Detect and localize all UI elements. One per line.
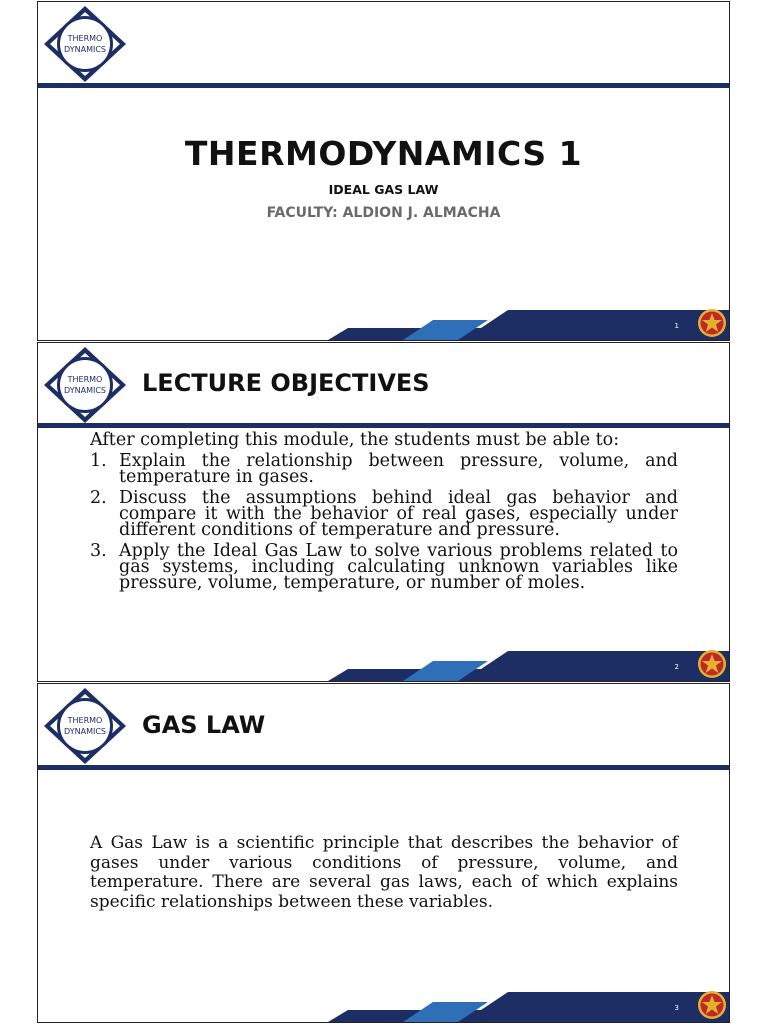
page-number: 1 (674, 322, 679, 330)
list-item (90, 490, 678, 538)
list-number: 2. (90, 488, 107, 508)
gas-law-paragraph: A Gas Law is a scientific principle that describes the behavior of gases under various conditions of pressure, volume, and temperature. There are several gas laws, each of which explains specific relationships between these variables. (90, 833, 678, 912)
thermodynamics-logo (42, 4, 128, 84)
list-item (90, 453, 678, 485)
logo-line2: DYNAMICS (64, 727, 106, 736)
thermodynamics-logo (42, 345, 128, 425)
footer-band (38, 988, 729, 1022)
slide-2 (37, 342, 730, 682)
logo-line2: DYNAMICS (64, 45, 106, 54)
faculty-line: FACULTY: ALDION J. ALMACHA (266, 205, 501, 221)
logo-line2: DYNAMICS (64, 386, 106, 395)
slide-subtitle: IDEAL GAS LAW (328, 182, 439, 197)
slide-title: GAS LAW (142, 711, 266, 739)
list-number: 3. (90, 541, 107, 561)
slide-1 (37, 1, 730, 341)
list-text: Apply the Ideal Gas Law to solve various problems related to gas systems, including calculating unknown variables like pressure, volume, temperature, or number of moles. (119, 541, 678, 593)
university-seal-icon (697, 308, 727, 338)
header-rule (38, 765, 729, 770)
logo-line1: THERMO (67, 34, 103, 43)
slide-3 (37, 683, 730, 1023)
list-number: 1. (90, 451, 107, 471)
logo-line1: THERMO (67, 375, 103, 384)
list-text: Explain the relationship between pressure, volume, and temperature in gases. (119, 451, 678, 487)
header-rule (38, 83, 729, 88)
slide-title: LECTURE OBJECTIVES (142, 369, 430, 397)
university-seal-icon (697, 649, 727, 679)
objectives-list (90, 453, 678, 591)
gas-law-paragraph-block (90, 834, 678, 912)
list-text: Discuss the assumptions behind ideal gas behavior and compare it with the behavior of real gases, especially under different conditions of temperature and pressure. (119, 488, 678, 540)
page-number: 2 (674, 663, 679, 671)
header-rule (38, 423, 729, 428)
thermodynamics-logo (42, 686, 128, 766)
footer-band (38, 306, 729, 340)
objectives-intro: After completing this module, the students must be able to: (90, 430, 620, 450)
logo-line1: THERMO (67, 716, 103, 725)
footer-band (38, 647, 729, 681)
university-seal-icon (697, 990, 727, 1020)
slide-title: THERMODYNAMICS 1 (184, 134, 583, 173)
list-item (90, 543, 678, 591)
page-number: 3 (674, 1004, 679, 1012)
objectives-block (90, 432, 678, 591)
